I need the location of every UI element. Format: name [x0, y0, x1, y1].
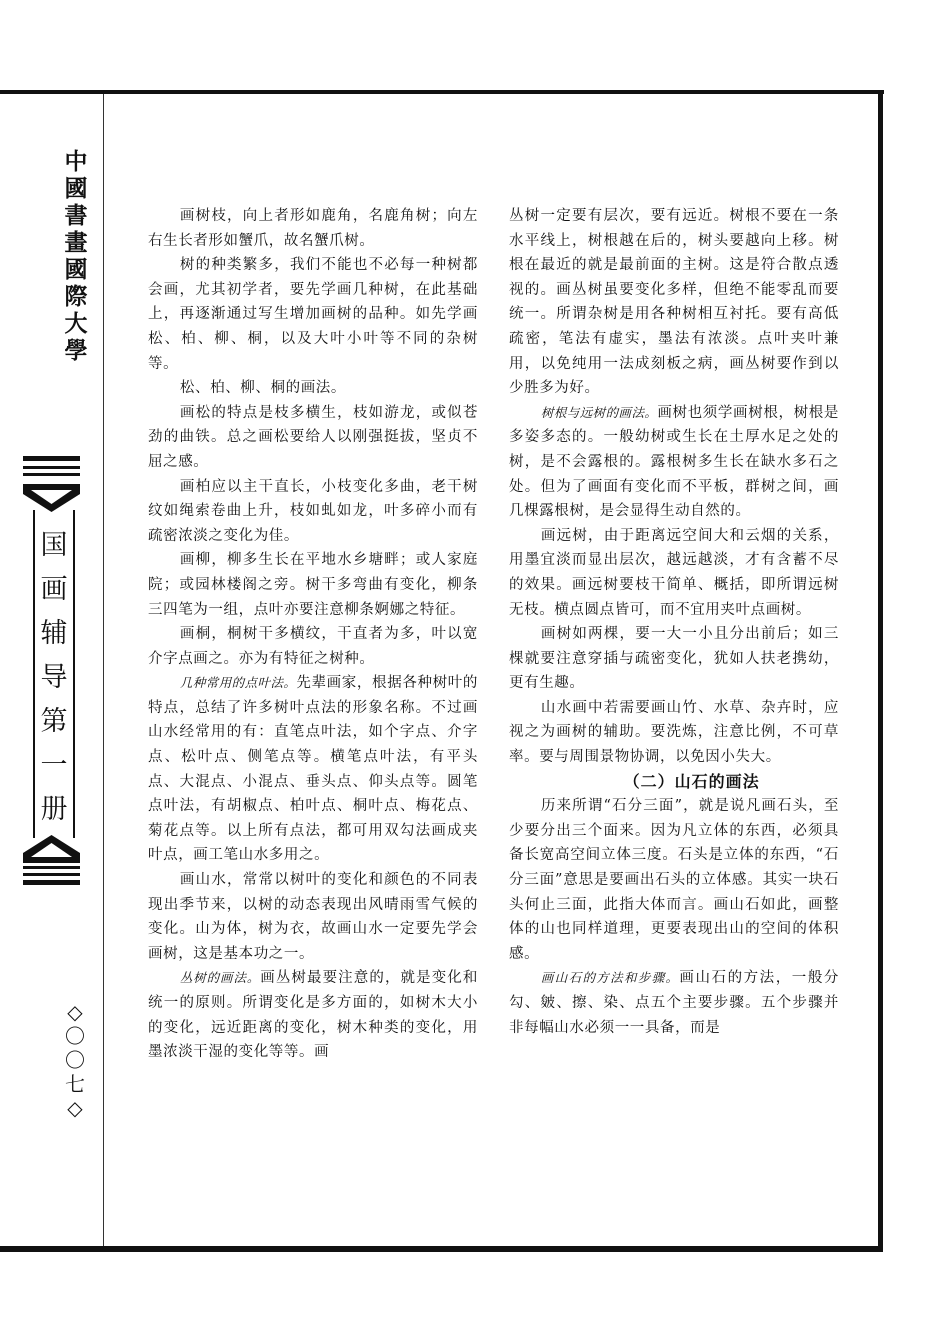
spine-rule: [23, 466, 80, 469]
paragraph: 画树如两棵，要一大一小且分出前后；如三棵就要注意穿插与疏密变化，犹如人扶老携幼，更有生趣。: [509, 626, 839, 692]
paragraph: 历来所谓“石分三面”，就是说凡画石头，至少要分出三个面来。因为凡立体的东西，必须具备长宽高空间立体三度。石头是立体的东西，“石分三面”意思是要画出石头的立体感。其实一块石头何止三面，此指大体而言。画山石如此，画整体的山也同样道理，更要表现出山的空间的体积感。: [509, 798, 839, 962]
paragraph: 画山水，常常以树叶的变化和颜色的不同表现出季节来，以树的动态表现出风晴雨雪气候的变化。山为体，树为衣，故画山水一定要先学会画树，这是基本功之一。: [148, 872, 478, 962]
paragraph: 山水画中若需要画山竹、水草、杂卉时，应视之为画树的辅助。要洗炼，注意比例，不可草率。要与周围景物协调，以免因小失大。: [509, 699, 839, 766]
page-frame-top: [0, 90, 884, 94]
paragraph: 画柳，柳多生长在平地水乡塘畔；或人家庭院；或园林楼阁之旁。树干多弯曲有变化，柳条三四笔为一组，点叶亦要注意柳条婀娜之特征。: [148, 552, 478, 618]
paragraph: 画桐，桐树干多横纹，干直者为多，叶以宽介字点画之。亦为有特征之树种。: [148, 626, 478, 667]
paragraph-lead: 树根与远树的画法。: [540, 404, 658, 420]
paragraph: [148, 966, 478, 1064]
spine-rule: [23, 473, 80, 476]
spine-title-char: 國: [64, 256, 88, 283]
spine-divider-line: [103, 94, 104, 1246]
paragraph: [509, 401, 839, 524]
page-frame-bottom: [0, 1246, 883, 1252]
page-number-char: 〇: [65, 1024, 85, 1048]
paragraph-body: 先辈画家，根据各种树叶的特点，总结了许多树叶点法的形象名称。不过画山水经常用的有：直笔点叶法，如个字点、介字点、松叶点、侧笔点等。横笔点叶法，有平头点、大混点、小混点、垂头点、仰头点等。圆笔点叶法，有胡椒点、柏叶点、桐叶点、梅花点、菊花点等。以上所有点法，都可用双勾法画成夹叶点，画工笔山水多用之。: [148, 675, 478, 864]
volume-title-char: 导: [40, 662, 68, 693]
paragraph: 画柏应以主干直长，小枝变化多曲，老干树纹如绳索卷曲上升，枝如虬如龙，叶多碎小而有疏密浓淡之变化为佳。: [148, 478, 478, 544]
volume-title-char: 一: [40, 750, 68, 781]
spine-title-char: 國: [64, 175, 88, 202]
paragraph-lead: 画山石的方法和步骤。: [540, 970, 680, 986]
paragraph: 画树枝，向上者形如鹿角，名鹿角树；向左右生长者形如蟹爪，故名蟹爪树。: [148, 208, 478, 249]
paragraph: [148, 671, 478, 868]
page-number-char: ◇: [67, 1000, 83, 1024]
page-number-char: 七: [65, 1072, 85, 1096]
text-column-left: [148, 204, 478, 1065]
volume-title-char: 画: [40, 574, 68, 605]
volume-title-char: 辅: [40, 618, 68, 649]
spine-title-char: 中: [64, 148, 88, 175]
spine-ornament-bottom: [23, 833, 80, 863]
spine-rule: [23, 873, 80, 876]
paragraph-body: 画树也须学画树根，树根是多姿多态的。一般幼树或生长在土厚水足之处的树，是不会露根的。露根树多生长在缺水多石之处。但为了画面有变化而不平板，群树之间，画几棵露根树，是会显得生动自然的。: [509, 404, 839, 520]
paragraph: 树的种类繁多，我们不能也不必每一种树都会画，尤其初学者，要先学画几种树，在此基础上，再逐渐通过写生增加画树的品种。如先学画松、柏、柳、桐，以及大叶小叶等不同的杂树等。: [148, 257, 478, 372]
volume-title-char: 国: [40, 530, 68, 561]
page-number: [59, 1000, 91, 1120]
volume-title-box: [33, 510, 75, 838]
spine-title-char: 書: [64, 202, 88, 229]
paragraph: [509, 966, 839, 1040]
volume-title-char: 第: [40, 706, 68, 737]
spine-title-char: 大: [64, 310, 88, 337]
paragraph: 松、柏、柳、桐的画法。: [179, 380, 346, 397]
spine-rule: [23, 880, 80, 885]
spine-rule: [23, 866, 80, 869]
paragraph-body: 画山石的方法，一般分勾、皴、擦、染、点五个主要步骤。五个步骤并非每幅山水必须一一具备，而是: [509, 970, 839, 1036]
section-heading: （二）山石的画法: [623, 771, 760, 791]
page-frame-right: [878, 90, 883, 1252]
paragraph: 画远树，由于距离远空间大和云烟的关系，用墨宜淡而显出层次，越远越淡，才有含蓄不尽的效果。画远树要枝干简单、概括，即所谓远树无枝。横点圆点皆可，而不宜用夹叶点画树。: [509, 527, 839, 618]
text-column-right: [509, 204, 839, 1040]
paragraph: 画松的特点是枝多横生，枝如游龙，或似苍劲的曲铁。总之画松要给人以刚强挺拔，坚贞不屈之感。: [148, 404, 478, 470]
spine-publisher-title: [58, 148, 94, 364]
paragraph-lead: 丛树的画法。: [179, 970, 261, 986]
paragraph: 丛树一定要有层次，要有远近。树根不要在一条水平线上，树根越在后的，树头要越向上移。树根在最近的就是最前面的主树。这是符合散点透视的。画丛树虽要变化多样，但绝不能零乱而要统一。所谓杂树是用各种树相互衬托。要有高低疏密，笔法有虚实，墨法有浓淡。点叶夹叶兼用，以免纯用一法成刻板之病，画丛树要作到以少胜多为好。: [509, 208, 839, 397]
spine-title-char: 畫: [64, 229, 88, 256]
paragraph-lead: 几种常用的点叶法。: [179, 675, 297, 691]
page-number-char: ◇: [67, 1096, 83, 1120]
page-number-char: 〇: [65, 1048, 85, 1072]
spine-rule: [23, 456, 80, 461]
spine-title-char: 際: [64, 283, 88, 310]
volume-title-char: 册: [40, 794, 68, 825]
paragraph-body: 画丛树最要注意的，就是变化和统一的原则。所谓变化是多方面的，如树木大小的变化，远近距离的变化，树木种类的变化，用墨浓淡干湿的变化等等。画: [148, 970, 478, 1061]
spine-title-char: 學: [64, 337, 88, 364]
